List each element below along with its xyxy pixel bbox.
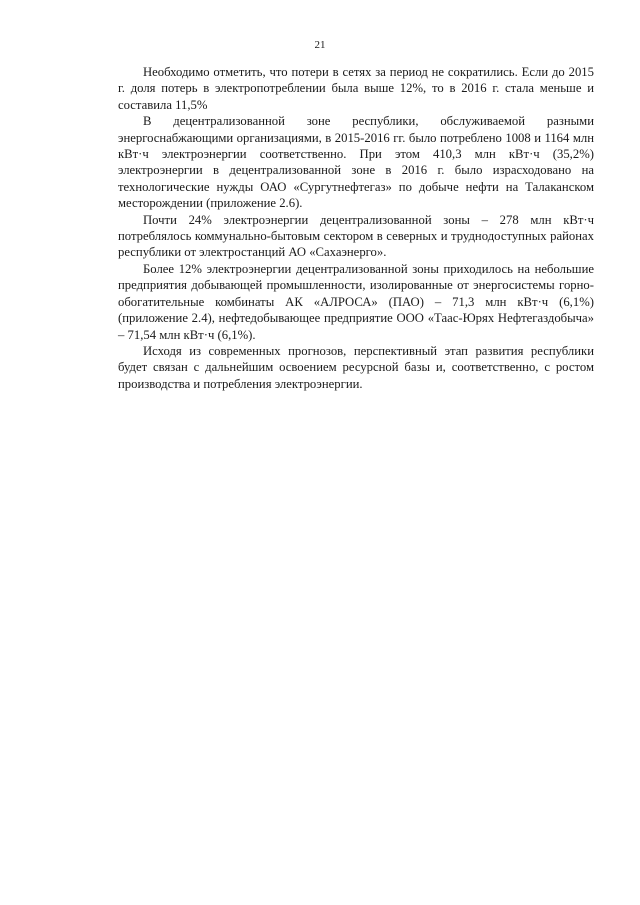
page-number: 21 [314,39,326,51]
paragraph-mining-enterprises: Более 12% электроэнергии децентрализованной зоны приходилось на небольшие предприятия добывающей промышленности, изолированные от энергосистемы горно-обогатительные комбинаты АК «АЛРОСА» (ПАО) – 71,3 млн кВт·ч (6,1%) (приложение 2.4), нефтедобывающее предприятие ООО «Таас-Юрях Нефтегаздобыча» – 71,54 млн кВт·ч (6,1%). [118,261,594,342]
paragraph-decentralized-consumption: В децентрализованной зоне республики, обслуживаемой разными энергоснабжающими организациями, в 2015-2016 гг. было потреблено 1008 и 1164 млн кВт·ч электроэнергии соответственно. При этом 410,3 млн кВт·ч (35,2%) электроэнергии в децентрализованной зоне в 2016 г. было израсходовано на технологические нужды ОАО «Сургутнефтегаз» по добыче нефти на Талаканском месторождении (приложение 2.6). [118,114,594,211]
paragraph-forecast: Исходя из современных прогнозов, перспективный этап развития республики будет связан с дальнейшим освоением ресурсной базы и, соответственно, с ростом производства и потребления электроэнергии. [118,343,594,391]
paragraph-losses: Необходимо отметить, что потери в сетях за период не сократились. Если до 2015 г. доля потерь в электропотреблении была выше 12%, то в 2016 г. стала меньше и составила 11,5% [118,65,594,112]
body-text [118,64,594,392]
paragraph-household-sector: Почти 24% электроэнергии децентрализованной зоны – 278 млн кВт·ч потреблялось коммунально-бытовым сектором в северных и труднодоступных районах республики от электростанций АО «Сахаэнерго». [118,212,594,260]
